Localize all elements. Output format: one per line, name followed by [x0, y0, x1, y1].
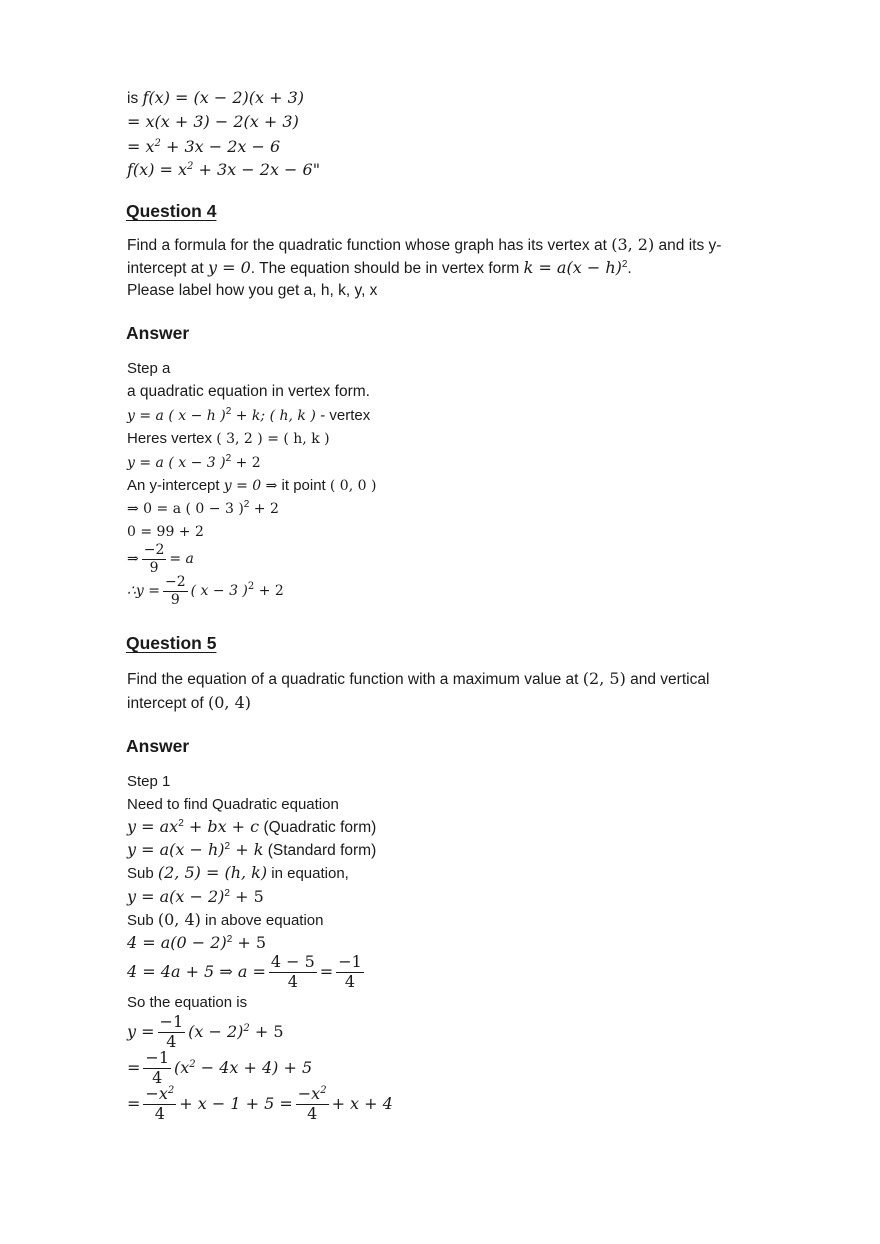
q5-line-4: Sub (2, 5) = (h, k) in equation, — [127, 863, 349, 882]
q4-text-line-2: intercept at y = 0. The equation should be in vertex form $k = a(x - h)^2$. — [127, 258, 632, 277]
prev-answer-line-4: $f(x) = x^2 + 3x - 2x - 6$" — [127, 160, 321, 179]
prev-answer-line-3: = $x^2 + 3x - 2x - 6$ — [127, 137, 281, 156]
prev-answer-line-2: = x(x + 3) − 2(x + 3) — [127, 112, 299, 131]
q5-text-line-2: intercept of (0, 4) — [127, 693, 252, 712]
q4-line-4: y = a ( x − 3 )$^2$ + 2 — [127, 453, 261, 471]
q5-line-8: 4 = 4a + 5 ⇒ a = $\frac{4 - 5}{4}$ = $\frac{-1}{4}$ — [127, 952, 362, 991]
q5-fraction-c: $\frac{-1}{4}$ — [159, 1012, 184, 1051]
q5-line-10: y = $\frac{-1}{4}$ $(x - 2)^2 + 5$ — [127, 1012, 284, 1051]
q5-fraction-a: $\frac{4 - 5}{4}$ — [270, 952, 315, 991]
prev-answer-line-1: is f(x) = (x − 2)(x + 3) — [127, 88, 305, 107]
q4-line-8: ⇒ $\frac{-2}{9}$ = a — [127, 542, 194, 576]
q5-line-3: $y = a(x - h)^2 + k$ (Standard form) — [127, 840, 377, 859]
q5-line-6: Sub (0, 4) in above equation — [127, 910, 324, 929]
q5-line-5: $y = a(x - 2)^2 + 5$ — [127, 887, 264, 906]
q5-line-12: = $\frac{-x^2}{4}$ + x − 1 + 5 = $\frac{-x^2}{4}$ + x + 4 — [127, 1084, 393, 1123]
prev-line-1-math: f(x) = (x − 2)(x + 3) — [142, 88, 305, 107]
question-5-heading: Question 5 — [126, 633, 217, 653]
q5-line-1: Need to find Quadratic equation — [127, 796, 339, 813]
q4-line-9: ∴y = $\frac{-2}{9}$ ( x − 3 )$^2$ + 2 — [127, 574, 284, 608]
q4-text-line-1: Find a formula for the quadratic function whose graph has its vertex at (3, 2) and its y- — [127, 235, 722, 254]
q4-step-label: Step a — [127, 360, 171, 377]
question-4-heading: Question 4 — [126, 201, 217, 221]
q5-step-label: Step 1 — [127, 773, 171, 790]
q5-fraction-d: $\frac{-1}{4}$ — [145, 1048, 169, 1087]
q5-text-line-1: Find the equation of a quadratic function with a maximum value at (2, 5) and vertical — [127, 669, 710, 688]
q5-line-7: $4 = a(0 - 2)^2 + 5$ — [127, 933, 267, 952]
q5-line-11: = $\frac{-1}{4}$ $(x^2 - 4x + 4) + 5$ — [127, 1048, 313, 1087]
q5-line-2: $y = ax^2$ + bx + c (Quadratic form) — [127, 817, 377, 836]
q5-fraction-e: $\frac{-x^2}{4}$ — [145, 1084, 175, 1123]
q4-answer-heading: Answer — [126, 323, 190, 343]
q4-fraction-result: $\frac{-2}{9}$ — [165, 574, 186, 608]
q5-answer-heading: Answer — [126, 736, 190, 756]
q4-line-2: y = a ( x − h )$^2$ + k; ( h, k ) - vertex — [127, 406, 371, 424]
q4-line-5: An y-intercept y = 0 ⇒ it point ( 0, 0 ) — [127, 477, 377, 494]
q5-line-9: So the equation is — [127, 994, 248, 1011]
q4-line-1: a quadratic equation in vertex form. — [127, 383, 370, 400]
q4-text-line-3: Please label how you get a, h, k, y, x — [127, 282, 378, 299]
q5-fraction-b: $\frac{-1}{4}$ — [338, 952, 362, 991]
q4-line-3: Heres vertex ( 3, 2 ) = ( h, k ) — [127, 430, 330, 447]
q4-line-6: ⇒ 0 = a ( 0 − 3 )$^2$ + 2 — [127, 499, 279, 517]
q5-fraction-f: $\frac{-x^2}{4}$ — [297, 1084, 327, 1123]
q4-line-7: 0 = 99 + 2 — [127, 524, 204, 540]
q4-fraction-a: $\frac{-2}{9}$ — [143, 542, 165, 576]
